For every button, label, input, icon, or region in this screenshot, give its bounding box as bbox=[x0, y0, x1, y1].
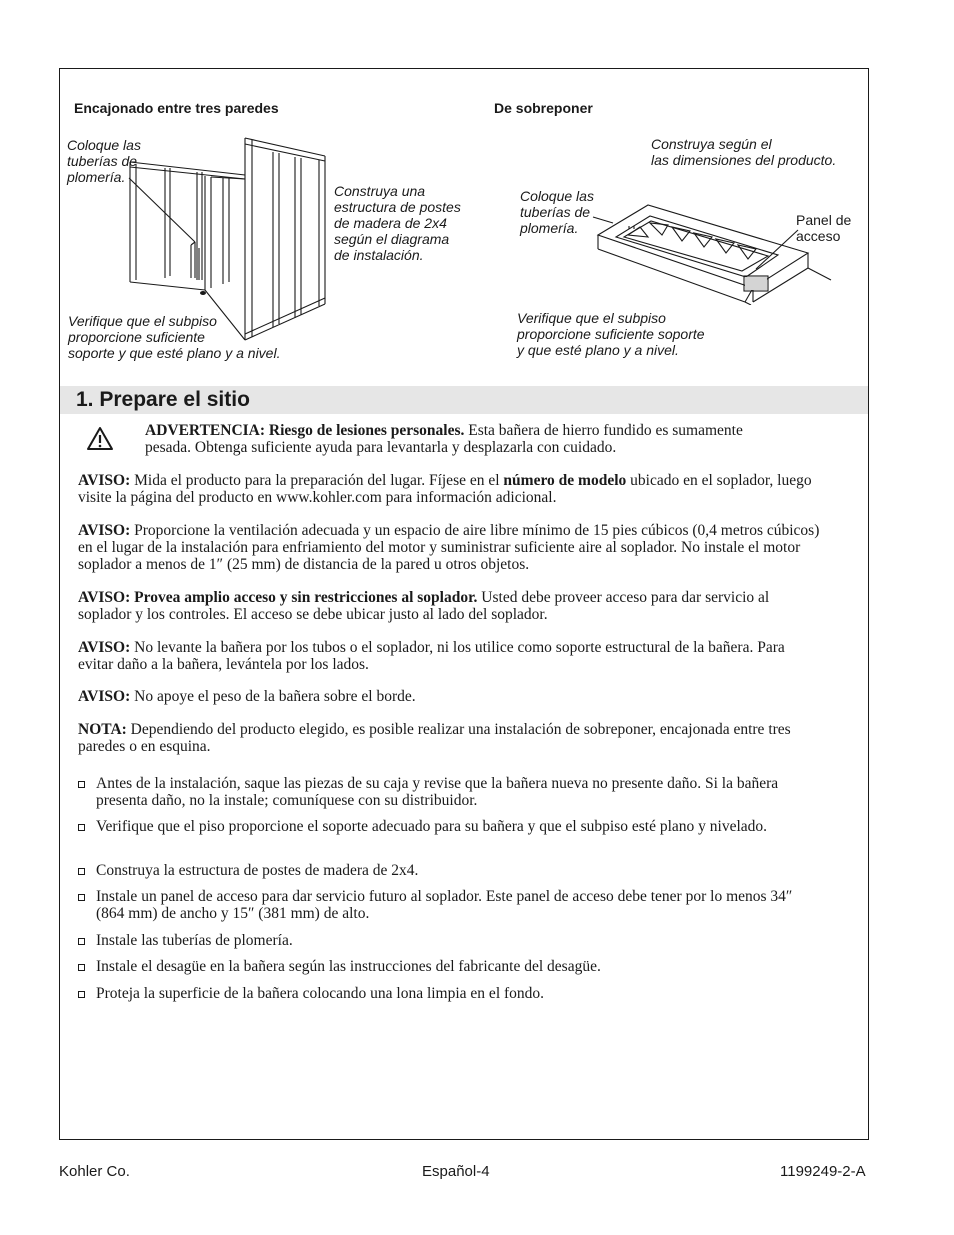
notice-1: AVISO: Mida el producto para la preparación del lugar. Fíjese en el número de modelo ubicado en el soplador, luego visite la página del producto en www.kohler.com para información adicional. bbox=[78, 472, 812, 506]
warning-text-2: pesada. Obtenga suficiente ayuda para levantarla y desplazarla con cuidado. bbox=[145, 439, 617, 456]
note: NOTA: Dependiendo del producto elegido, es posible realizar una instalación de sobreponer, encajonada entre tres paredes o en esquina. bbox=[78, 721, 791, 755]
warning-text-1: Esta bañera de hierro fundido es sumamente bbox=[464, 422, 743, 439]
figure-left-title: Encajonado entre tres paredes bbox=[74, 100, 279, 116]
callout-right-dimensions: Construya según el las dimensiones del producto. bbox=[651, 136, 837, 168]
checkbox-square-icon bbox=[78, 894, 85, 901]
notice-4: AVISO: No levante la bañera por los tubos o el soplador, ni los utilice como soporte estructural de la bañera. Para evitar daño a la bañera, levántela por los lados. bbox=[78, 639, 785, 673]
callout-right-access-panel: Panel de acceso bbox=[796, 212, 852, 244]
footer-company: Kohler Co. bbox=[59, 1163, 130, 1180]
callout-left-framing: Construya una estructura de postes de madera de 2x4 según el diagrama de instalación. bbox=[334, 183, 461, 263]
warning-bold: Riesgo de lesiones personales. bbox=[268, 422, 465, 439]
checkbox-square-icon bbox=[78, 964, 85, 971]
checkbox-square-icon bbox=[78, 868, 85, 875]
warning-label: ADVERTENCIA: bbox=[145, 422, 266, 439]
callout-right-subfloor: Verifique que el subpiso proporcione suficiente soporte y que esté plano y a nivel. bbox=[517, 310, 705, 358]
callout-left-subfloor: Verifique que el subpiso proporcione suficiente soporte y que esté plano y a nivel. bbox=[68, 313, 281, 361]
section-title: 1. Prepare el sitio bbox=[76, 388, 250, 411]
notice-2: AVISO: Proporcione la ventilación adecuada y un espacio de aire libre mínimo de 15 pies cúbicos (0,4 metros cúbicos) en el lugar de la instalación para enfriamiento del motor y suministrar suficiente aire al soplador. No instale el motor soplador a menos de 1″ (25 mm) de distancia de la pared u otros objetos. bbox=[78, 522, 820, 573]
drop-in-platform-illustration bbox=[588, 165, 833, 305]
checkbox-square-icon bbox=[78, 781, 85, 788]
notice-3: AVISO: Provea amplio acceso y sin restricciones al soplador. Usted debe proveer acceso para dar servicio al soplador y los controles. El acceso se debe ubicar justo al lado del soplador. bbox=[78, 589, 770, 623]
footer-document-id: 1199249-2-A bbox=[780, 1163, 866, 1180]
checkbox-square-icon bbox=[78, 938, 85, 945]
footer-page-number: Español-4 bbox=[422, 1163, 490, 1180]
warning-block bbox=[145, 422, 835, 456]
checkbox-square-icon bbox=[78, 991, 85, 998]
callout-right-plumbing: Coloque las tuberías de plomería. bbox=[520, 188, 594, 236]
alcove-framing-illustration bbox=[125, 130, 340, 355]
callout-left-plumbing: Coloque las tuberías de plomería. bbox=[67, 137, 141, 185]
notice-5: AVISO: No apoye el peso de la bañera sobre el borde. bbox=[78, 688, 416, 705]
warning-triangle-icon bbox=[86, 426, 114, 451]
figure-right-title: De sobreponer bbox=[494, 100, 593, 116]
section-header-bar bbox=[60, 386, 868, 414]
checkbox-square-icon bbox=[78, 824, 85, 831]
